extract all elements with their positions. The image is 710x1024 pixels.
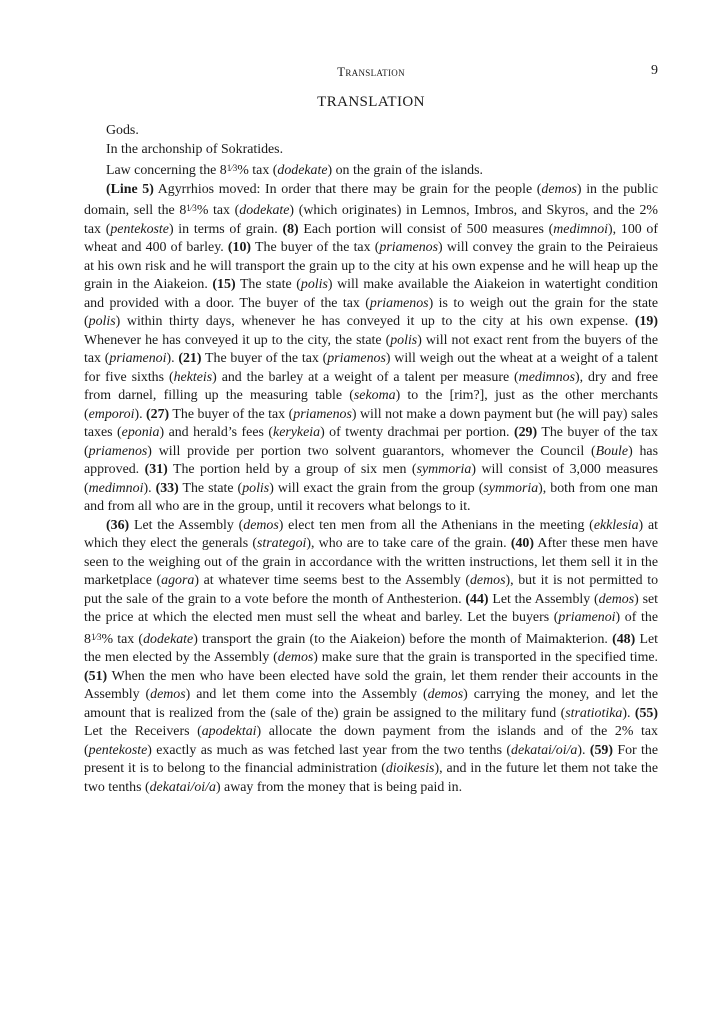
greek-term: emporoi [88,406,135,422]
line-reference: (10) [227,240,252,255]
running-title: Translation [337,64,405,79]
text-run: ) to the [rim?], just as the other merchants ( [84,388,658,422]
greek-term: dekatai/oi/a [149,779,216,795]
text-run: Let the Receivers ( [84,724,202,739]
paragraph [84,141,658,160]
text-run: ). [143,480,156,496]
text-run: Whenever he has conveyed it up to the city, the state ( [84,332,391,348]
greek-term: strategoi [256,536,307,551]
line-reference: (8) [282,221,299,237]
line-reference: (19) [634,314,658,329]
line-reference: (55) [634,705,658,721]
text-run: ) make sure that the grain is transported in the specified time. [313,650,659,665]
text-run: ). [166,351,179,366]
text-run: ) allocate the down payment from the islands and of the 2% tax ( [84,724,658,758]
text-run: ) is to weigh out the grain for the state ( [84,295,659,329]
greek-term: pentekoste [110,221,169,237]
greek-term: symmoria [416,462,472,477]
greek-term: sekoma [353,388,396,403]
text-run: ) transport the grain (to the Aiakeion) before the month of Maimakterion. [193,631,613,647]
greek-term: polis [88,314,116,329]
text-run: ) and herald’s fees ( [159,425,274,440]
text-run: The buyer of the tax ( [84,425,658,459]
text-run: ) at whatever time seems best to the Assembly ( [194,573,470,588]
greek-term: kerykeia [273,425,321,440]
text-run: After these men have seen to the weighing out of the grain in accordance with the written instructions, let them sell it in the marketplace ( [84,536,659,588]
text-run: ) and the barley at a weight of a talent per measure ( [212,369,519,385]
text-run: Agyrrhios moved: In order that there may be grain for the people ( [153,181,542,197]
text-run: In the archonship of Sokratides. [106,141,284,157]
text-run: Each portion will consist of 500 measures ( [298,221,554,237]
text-run: ) will convey the grain to the Peiraieus at his own risk and he will transport the grain up to the city at his own expense and he will heap up the grain in the Aiakeion. [84,240,658,292]
line-reference: (27) [146,406,170,422]
line-reference: (Line 5) [106,181,154,197]
section-heading: TRANSLATION [317,94,425,110]
text-run: ), and in the future let them not take the two tenths ( [84,761,658,795]
greek-term: polis [390,332,418,348]
text-run: ) away from the money that is being paid in. [215,779,463,795]
greek-term: demos [541,181,577,197]
greek-term: demos [277,650,314,665]
greek-term: apodektai [201,724,257,739]
greek-term: medimnoi [553,221,609,237]
greek-term: eponia [121,425,160,440]
text-run: % tax ( [237,163,278,178]
text-run: ) on the grain of the islands. [327,163,483,178]
text-run: ) in terms of grain. [168,221,283,237]
line-reference: (31) [144,462,168,477]
text-run: ) in the public domain, sell the 8 [84,181,658,218]
paragraph [84,517,658,798]
greek-term: stratiotika [565,705,623,721]
greek-term: demos [427,687,464,702]
greek-term: medimnos [518,369,576,385]
greek-term: dodekate [277,163,328,178]
text-run: ) exactly as much as was fetched last year from the two tenths ( [147,742,512,758]
paragraph [84,181,658,517]
greek-term: medimnoi [88,480,144,496]
running-header [84,64,658,82]
text-run: When the men who have been elected have sold the grain, let them render their accounts in the Assembly ( [84,668,658,702]
line-reference: (48) [612,631,636,647]
line-reference: (44) [465,591,489,607]
line-reference: (51) [84,668,108,684]
line-reference: (40) [510,536,534,551]
text-run: Gods. [106,123,139,138]
text-run: ), but it is not permitted to put the sale of the grain to a vote before the month of Anthesterion. [84,573,659,607]
text-run: ) of twenty drachmai per portion. [320,425,514,440]
greek-term: dodekate [239,203,290,218]
greek-term: dodekate [143,631,194,647]
text-run: ) will exact the grain from the group ( [269,480,484,496]
greek-term: demos [469,573,506,588]
text-run: The portion held by a group of six men ( [167,462,417,477]
page-number: 9 [651,63,658,78]
text-run: The state ( [235,277,301,292]
line-reference: (21) [178,351,202,366]
text-run: Let the Assembly ( [129,517,244,533]
greek-term: ekklesia [593,517,639,533]
greek-term: dioikesis [385,761,435,776]
text-run: ) within thirty days, whenever he has conveyed it up to the city at his own expense. [115,314,635,329]
greek-term: priamenos [88,443,148,459]
line-reference: (59) [589,742,613,758]
greek-term: demos [243,517,279,533]
text-run: Law concerning the 8 [106,163,227,178]
text-run: The buyer of the tax ( [201,351,328,366]
text-run: For the present it is to belong to the financial administration ( [84,742,658,776]
text-run: ), 100 of wheat and 400 of barley. [84,221,658,255]
greek-term: priamenoi [109,351,167,366]
line-reference: (36) [106,517,130,533]
text-run: ) at which they elect the generals ( [84,517,658,551]
text-run: ). [622,705,635,721]
greek-term: demos [598,591,635,607]
text-run: Let the men elected by the Assembly ( [84,631,658,665]
greek-term: priamenos [293,406,352,422]
text-run: ), both from one man and from all who are in the group, until it recovers what belongs to it. [84,480,658,514]
greek-term: polis [300,277,328,292]
text-run: % tax ( [196,203,240,218]
text-run: ) carrying the money, and let the amount that is realized from the (sale of the) grain be assigned to the military fund ( [84,687,659,721]
text-run: ) of the 8 [84,610,658,647]
greek-term: symmoria [483,480,539,496]
text-run: % tax ( [101,631,144,647]
text-run: ). [577,742,590,758]
greek-term: priamenos [327,351,386,366]
text-run: ) and let them come into the Assembly ( [185,687,428,702]
greek-term: priamenos [379,240,439,255]
text-run: ) will not make a down payment but (he will pay) sales taxes ( [84,406,659,440]
greek-term: Boule [595,443,629,459]
greek-term: dekatai/oi/a [511,742,578,758]
text-run: ) will not exact rent from the buyers of the tax ( [84,332,659,366]
text-run: ). [134,406,147,422]
text-run: ) will provide per portion two solvent guarantors, whomever the Council ( [147,443,596,459]
text-run: ) will make available the Aiakeion in watertight condition and provided with a door. The buyer of the tax ( [84,277,659,311]
greek-term: agora [161,573,195,588]
greek-term: hekteis [173,369,213,385]
text-run: ) will consist of 3,000 measures ( [84,462,658,496]
line-reference: (33) [155,480,179,496]
text-run: The buyer of the tax ( [251,240,380,255]
greek-term: pentekoste [88,742,148,758]
line-reference: (29) [513,425,538,440]
text-run: ) elect ten men from all the Athenians in the meeting ( [278,517,594,533]
fraction: 1⁄3 [226,163,238,173]
text-run: Let the Assembly ( [488,591,599,607]
translation-body [84,122,658,797]
paragraph [84,159,658,181]
text-run: The state ( [178,480,243,496]
text-run: ), dry and free from darnel, filling up the measuring table ( [84,369,658,403]
greek-term: priamenos [369,295,429,311]
greek-term: polis [242,480,270,496]
text-run: ) (which originates) in Lemnos, Imbros, and Skyros, and the 2% tax ( [84,203,659,237]
text-run: ) set the price at which the elected men must sell the wheat and barley. Let the buyers ( [84,591,659,625]
text-run: The buyer of the tax ( [169,406,294,422]
line-reference: (15) [212,277,236,292]
greek-term: priamenoi [558,610,616,625]
greek-term: demos [150,687,186,702]
text-run: ) will weigh out the wheat at a weight of a talent for five sixths ( [84,351,658,385]
fraction: 1⁄3 [186,203,197,213]
text-run: ) has approved. [84,443,658,477]
text-run: ), who are to take care of the grain. [306,536,511,551]
fraction: 1⁄3 [90,631,102,642]
paragraph [84,122,658,141]
